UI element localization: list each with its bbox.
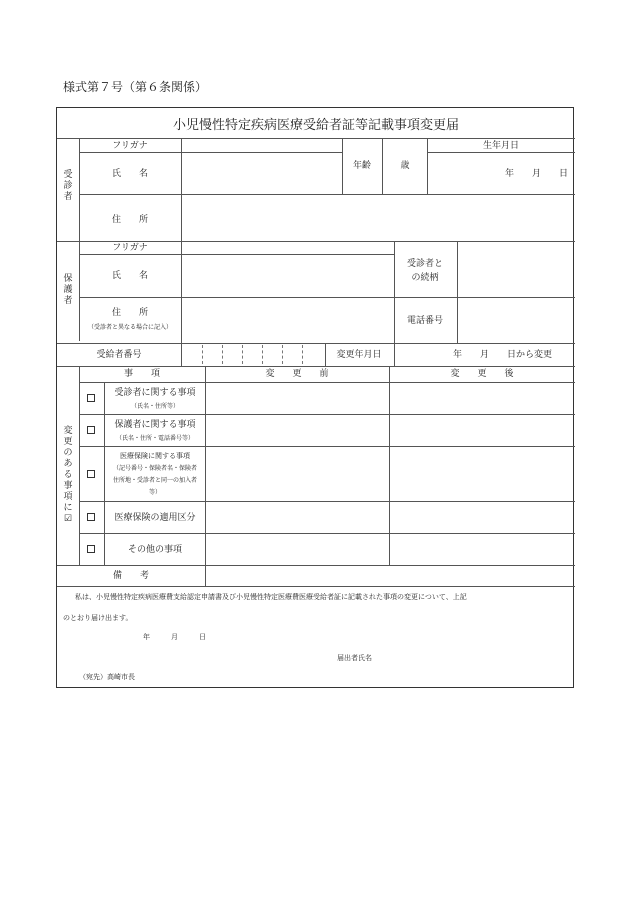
row-patient-sub: （氏名・住所等）	[130, 403, 180, 410]
checkbox-patient-info[interactable]	[87, 394, 95, 402]
patient-name-label: 氏 名	[111, 169, 149, 179]
row-insurance-main: 医療保険に関する事項	[120, 452, 190, 460]
change-date-format: 年 月 日から変更	[453, 350, 553, 360]
birthdate-label: 生年月日	[482, 141, 520, 151]
phone-label: 電話番号	[406, 316, 444, 326]
row-insurance-sub1: （記号番号・保険者名・保険者	[112, 465, 198, 472]
row-insurance-sub2: 住所地・受診者と同一の加入者	[112, 477, 198, 484]
change-date-label: 変更年月日	[336, 350, 382, 360]
submitter-label: 届出者氏名	[337, 654, 372, 662]
row-guardian-sub: （氏名・住所・電話番号等）	[115, 435, 195, 442]
relation-label-line2: の続柄	[411, 273, 439, 283]
row-patient-main: 受診者に関する事項	[114, 388, 196, 398]
patient-section-label: 受診者	[63, 170, 73, 202]
checkbox-other[interactable]	[87, 545, 95, 553]
guardian-furigana-label: フリガナ	[112, 243, 148, 253]
header-after: 変 更 後	[450, 369, 514, 379]
row-insurance-category: 医療保険の適用区分	[114, 513, 196, 523]
changes-section-label: 変更のある事項に☑	[63, 426, 73, 524]
header-before: 変 更 前	[265, 369, 329, 379]
declaration-line1: 私は、小児慢性特定疾病医療費支給認定申請書及び小児慢性特定医療費医療受給者証に記載された事項の変更について、上記	[75, 593, 467, 601]
age-unit: 歳	[400, 161, 410, 171]
relation-label-line1: 受診者と	[406, 259, 444, 269]
header-item: 事 項	[123, 369, 161, 379]
checkbox-guardian-info[interactable]	[87, 426, 95, 434]
row-other: その他の事項	[127, 545, 183, 555]
patient-address-label: 住 所	[111, 215, 149, 225]
birthdate-format: 年 月 日	[505, 169, 569, 179]
declaration-date: 年 月 日	[143, 633, 206, 641]
row-guardian-main: 保護者に関する事項	[114, 420, 196, 430]
form-frame	[56, 107, 574, 688]
remarks-label: 備 考	[112, 571, 150, 581]
guardian-address-label: 住 所	[111, 308, 149, 318]
recipient-number-label: 受給者番号	[96, 350, 142, 360]
guardian-section-label: 保護者	[63, 274, 73, 306]
age-label: 年齢	[352, 161, 372, 171]
checkbox-insurance-info[interactable]	[87, 470, 95, 478]
patient-furigana-label: フリガナ	[112, 141, 148, 151]
guardian-address-note: （受診者と異なる場合に記入）	[87, 324, 173, 331]
declaration-line2: のとおり届け出ます。	[63, 614, 133, 622]
row-insurance-sub3: 等）	[148, 489, 162, 496]
guardian-name-label: 氏 名	[111, 271, 149, 281]
addressee: （宛先）高崎市長	[79, 673, 135, 681]
form-title: 小児慢性特定疾病医療受給者証等記載事項変更届	[172, 118, 460, 133]
form-number: 様式第７号（第６条関係）	[63, 80, 208, 94]
checkbox-insurance-category[interactable]	[87, 513, 95, 521]
